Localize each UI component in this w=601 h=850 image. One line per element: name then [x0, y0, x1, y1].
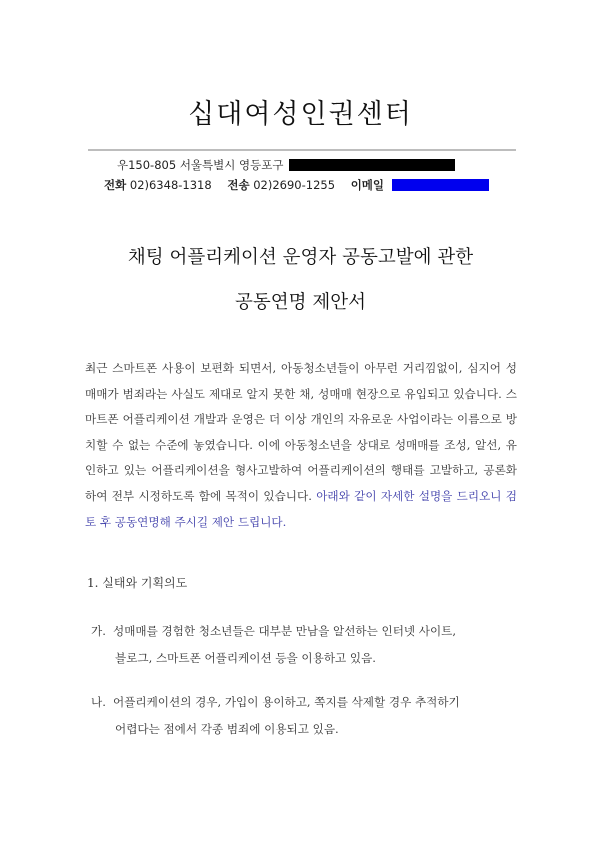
item-text-continued: 어렵다는 점에서 각종 범죄에 이용되고 있음. [115, 722, 339, 736]
list-item [91, 689, 521, 743]
intro-paragraph [85, 356, 517, 535]
intro-text: 최근 스마트폰 사용이 보편화 되면서, 아동청소년들이 아무런 거리낌없이, 심지어 성매매가 범죄라는 사실도 제대로 알지 못한 채, 성매매 현장으로 유입되고 있습니다. 스마트폰 어플리케이션 개발과 운영은 더 이상 개인의 자유로운 사업이라는 이름으로 방치할 수 없는 수준에 놓였습니다. 이에 아동청소년을 상대로 성매매를 조성, 알선, 유인하고 있는 어플리케이션을 형사고발하여 어플리케이션의 행태를 고발하고, 공론화하여 전부 시정하도록 함에 목적이 있습니다. [85, 361, 517, 503]
document-title-line1: 채팅 어플리케이션 운영자 공동고발에 관한 [127, 247, 474, 268]
address-line [117, 157, 455, 173]
fax-label: 전송 [227, 178, 250, 192]
intro-highlight: 아래와 같이 자세한 설명을 드리오니 검토 후 공동연명해 주시길 제안 드립니다. [85, 488, 517, 529]
item-text: 성매매를 경험한 청소년들은 대부분 만남을 알선하는 인터넷 사이트, [113, 624, 457, 638]
list-item [91, 618, 521, 672]
contact-line [104, 177, 489, 193]
organization-name: 십대여성인권센터 [188, 99, 413, 130]
email-label: 이메일 [350, 178, 385, 192]
item-marker: 나. [91, 695, 106, 709]
section-heading: 1. 실태와 기획의도 [87, 576, 188, 590]
fax-value: 02)2690-1255 [253, 178, 336, 192]
document-title-line2: 공동연명 제안서 [235, 292, 366, 313]
item-text-continued: 블로그, 스마트폰 어플리케이션 등을 이용하고 있음. [115, 651, 376, 665]
address-text: 우150-805 서울특별시 영등포구 [117, 158, 284, 172]
item-text: 어플리케이션의 경우, 가입이 용이하고, 쪽지를 삭제할 경우 추적하기 [113, 695, 460, 709]
address-redaction [289, 159, 455, 171]
tel-value: 02)6348-1318 [129, 178, 212, 192]
email-redaction [392, 179, 489, 191]
item-marker: 가. [91, 624, 106, 638]
tel-label: 전화 [104, 178, 127, 192]
header-divider [88, 149, 516, 151]
